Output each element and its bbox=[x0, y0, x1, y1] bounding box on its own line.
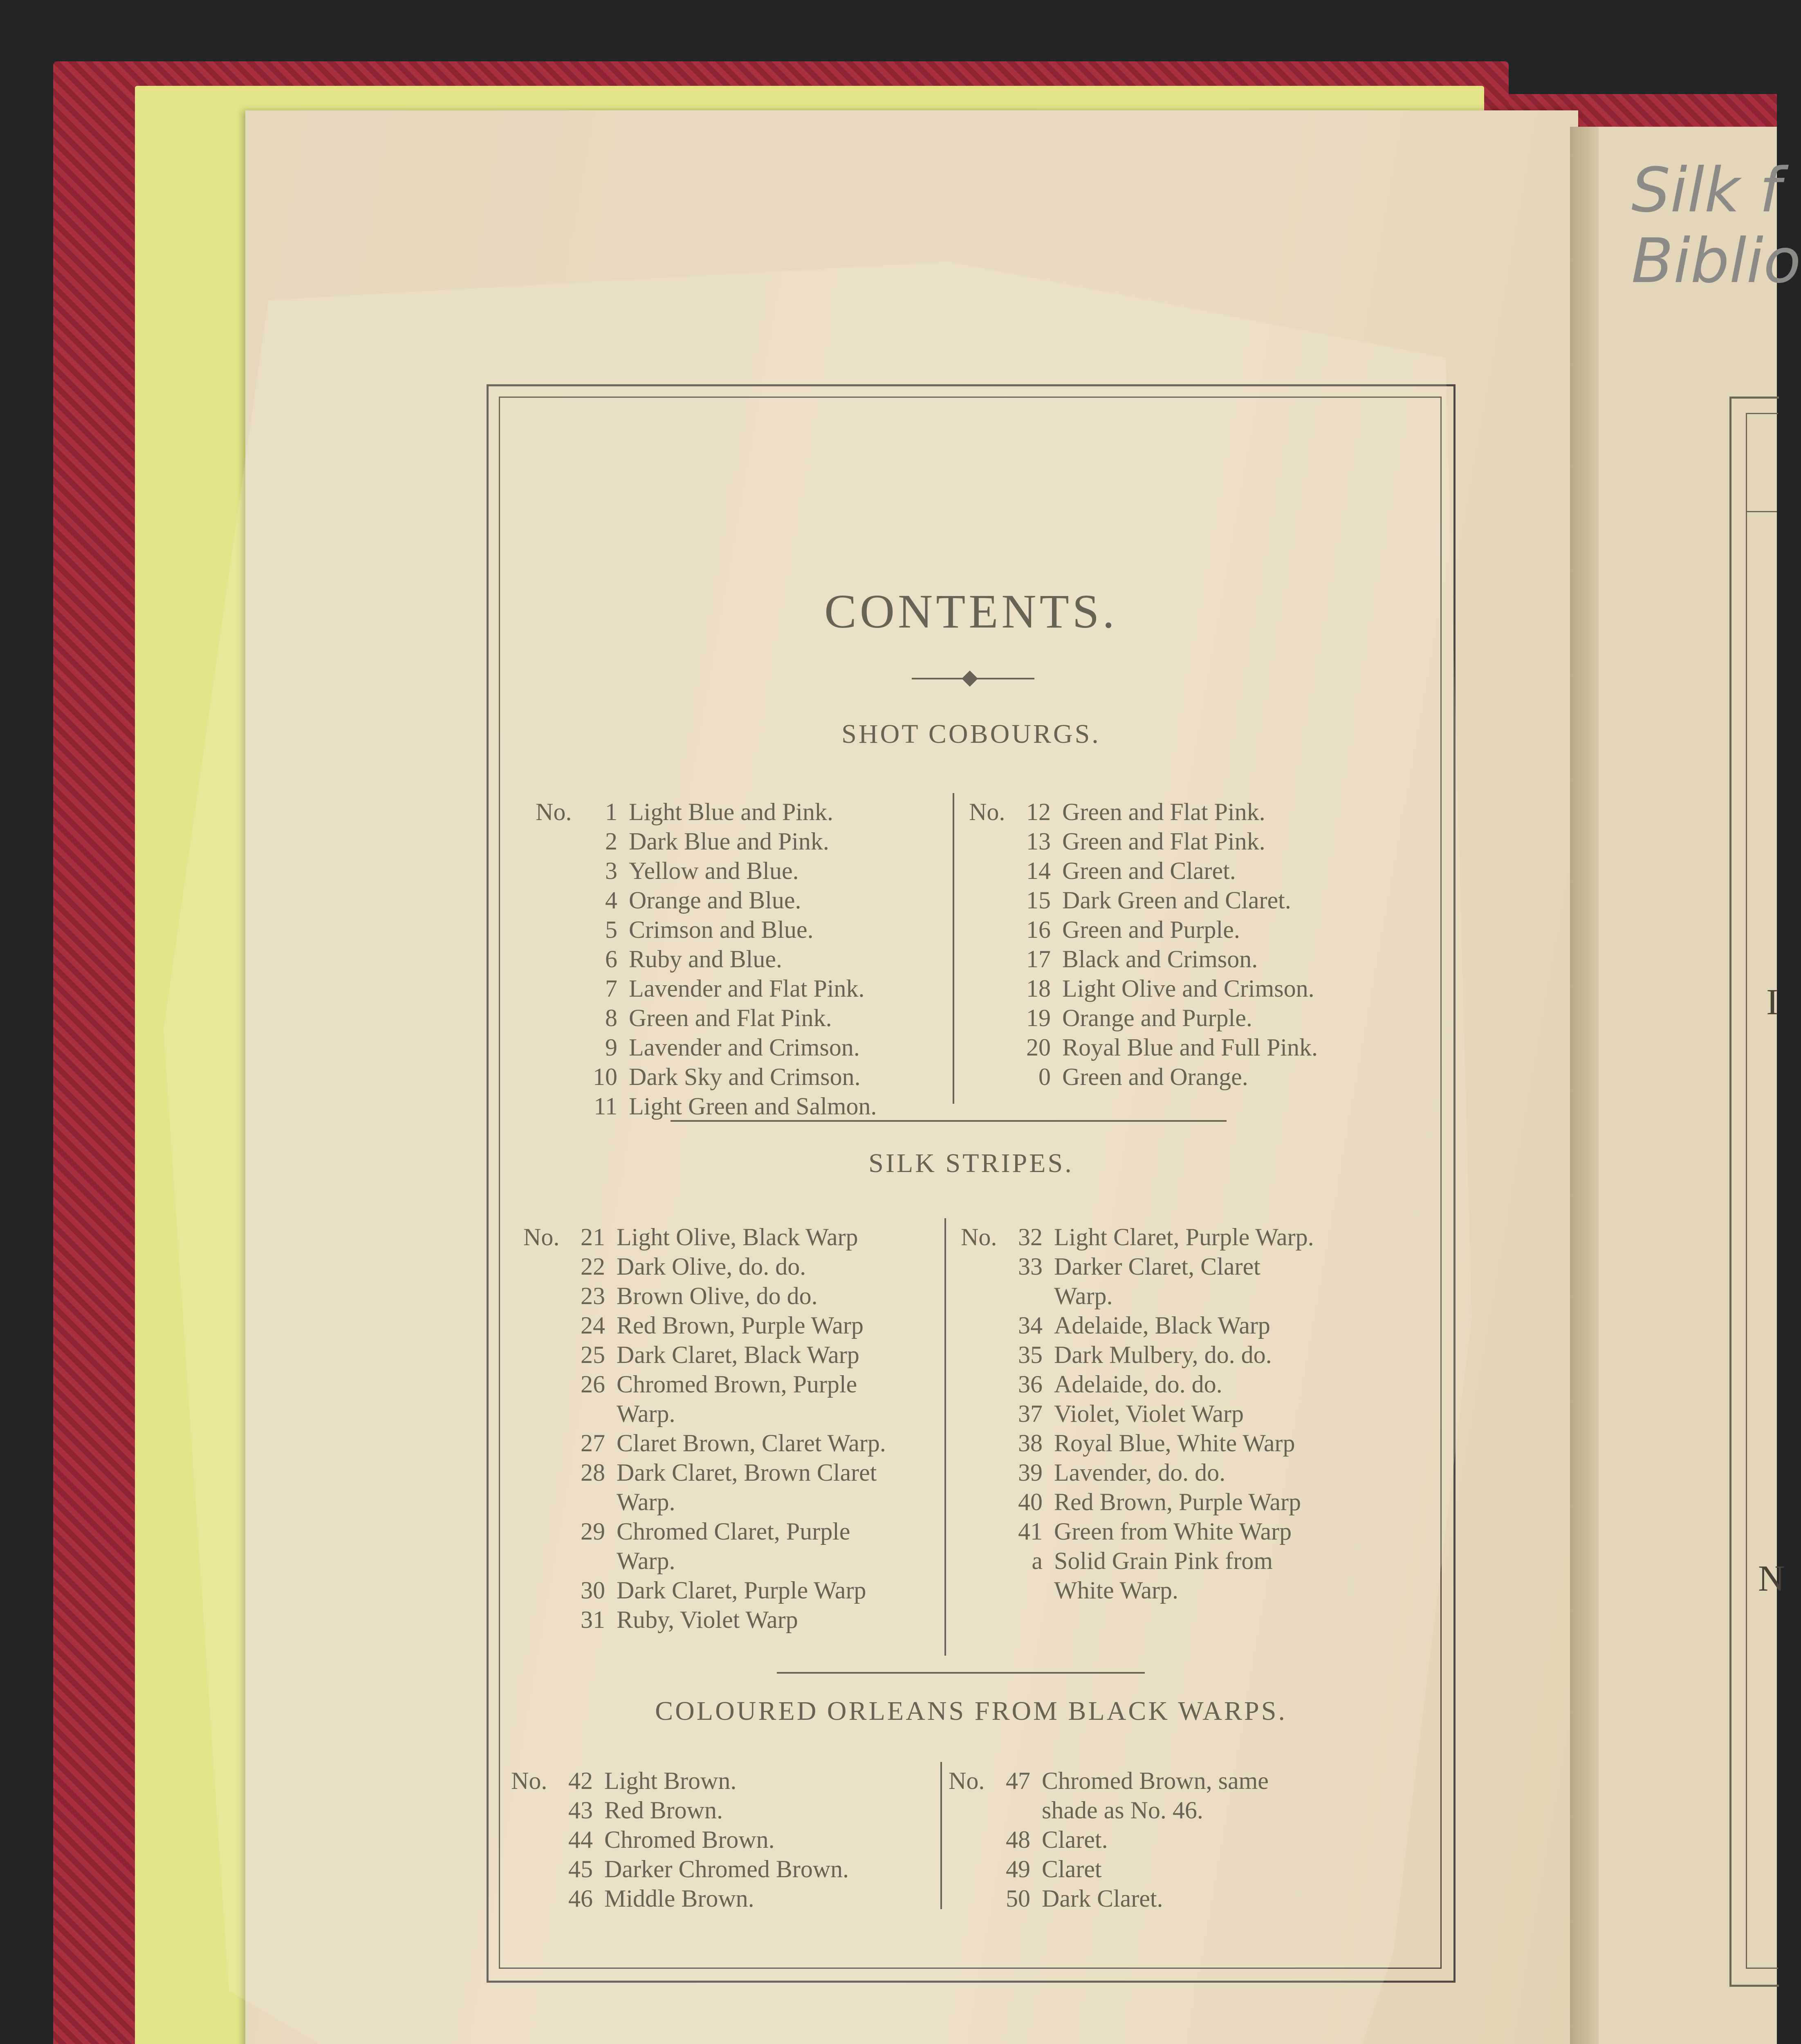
entry-number: 41 bbox=[1018, 1518, 1043, 1545]
contents-entry bbox=[949, 1766, 1269, 1795]
entry-number: 20 bbox=[1026, 1034, 1051, 1061]
entry-prefix bbox=[523, 1576, 572, 1605]
contents-entry bbox=[523, 1252, 886, 1281]
entry-label: Lavender and Crimson. bbox=[629, 1034, 860, 1061]
entry-label-continuation: Warp. bbox=[617, 1547, 675, 1574]
page-title: CONTENTS. bbox=[824, 585, 1118, 638]
contents-entry bbox=[511, 1884, 849, 1913]
entry-prefix bbox=[961, 1369, 1010, 1399]
contents-entry bbox=[536, 974, 877, 1003]
column-silk-stripes-right bbox=[961, 1222, 1314, 1605]
entry-label: Green and Claret. bbox=[1062, 857, 1236, 884]
contents-entry bbox=[969, 1003, 1318, 1033]
entry-prefix bbox=[969, 1003, 1018, 1033]
contents-entry bbox=[536, 944, 877, 974]
entry-label: Chromed Brown. bbox=[604, 1826, 775, 1853]
entry-number: 28 bbox=[581, 1459, 605, 1486]
entry-prefix bbox=[961, 1399, 1010, 1428]
entry-prefix bbox=[949, 1884, 998, 1913]
entry-label: Dark Claret, Black Warp bbox=[617, 1341, 859, 1368]
entry-prefix bbox=[961, 1517, 1010, 1546]
entry-label: Ruby, Violet Warp bbox=[617, 1606, 798, 1633]
entry-label: Light Claret, Purple Warp. bbox=[1054, 1224, 1314, 1251]
entry-label-continuation: shade as No. 46. bbox=[1042, 1797, 1203, 1824]
entry-label: Dark Blue and Pink. bbox=[629, 828, 829, 855]
entry-prefix bbox=[969, 856, 1018, 885]
entry-number: 16 bbox=[1026, 916, 1051, 943]
entry-label: Red Brown. bbox=[604, 1797, 723, 1824]
contents-entry bbox=[969, 885, 1318, 915]
column-divider bbox=[944, 1218, 946, 1656]
contents-entry bbox=[536, 1003, 877, 1033]
entry-label: Dark Olive, do. do. bbox=[617, 1253, 806, 1280]
entry-label: Adelaide, Black Warp bbox=[1054, 1312, 1270, 1339]
entry-label: Light Brown. bbox=[604, 1767, 737, 1794]
entry-label: Adelaide, do. do. bbox=[1054, 1371, 1222, 1398]
contents-entry bbox=[511, 1854, 849, 1884]
entry-label: Ruby and Blue. bbox=[629, 946, 782, 973]
entry-label: Green and Flat Pink. bbox=[1062, 798, 1265, 825]
entry-label: Green from White Warp bbox=[1054, 1518, 1292, 1545]
pencil-note-line: Silk f bbox=[1631, 155, 1781, 226]
contents-entry bbox=[961, 1252, 1314, 1281]
entry-prefix bbox=[536, 856, 585, 885]
entry-number: 31 bbox=[581, 1606, 605, 1633]
contents-entry bbox=[969, 915, 1318, 944]
entry-prefix bbox=[523, 1252, 572, 1281]
entry-prefix bbox=[961, 1546, 1010, 1576]
entry-prefix bbox=[969, 885, 1018, 915]
contents-entry bbox=[536, 1033, 877, 1062]
contents-entry bbox=[961, 1222, 1314, 1252]
section-rule bbox=[777, 1672, 1145, 1674]
entry-prefix bbox=[949, 1825, 998, 1854]
entry-label: Claret bbox=[1042, 1856, 1102, 1883]
entry-prefix bbox=[969, 1062, 1018, 1091]
contents-entry bbox=[536, 827, 877, 856]
entry-number: 0 bbox=[1038, 1063, 1051, 1090]
contents-entry bbox=[961, 1487, 1314, 1517]
contents-entry bbox=[523, 1458, 886, 1487]
entry-prefix bbox=[536, 1062, 585, 1091]
entry-number: 30 bbox=[581, 1577, 605, 1604]
entry-number: 42 bbox=[568, 1767, 593, 1794]
section-heading-silk-stripes: SILK STRIPES. bbox=[868, 1148, 1074, 1178]
entry-number: 27 bbox=[581, 1430, 605, 1457]
entry-label: Red Brown, Purple Warp bbox=[1054, 1488, 1301, 1515]
entry-number: 21 bbox=[581, 1224, 605, 1251]
page-gutter bbox=[1570, 127, 1599, 2044]
entry-prefix bbox=[523, 1311, 572, 1340]
entry-prefix bbox=[969, 944, 1018, 974]
column-silk-stripes-left bbox=[523, 1222, 886, 1634]
entry-number: 38 bbox=[1018, 1430, 1043, 1457]
pencil-note-line: Biblio bbox=[1631, 225, 1801, 297]
contents-entry bbox=[961, 1340, 1314, 1369]
contents-entry bbox=[961, 1369, 1314, 1399]
contents-entry bbox=[523, 1281, 886, 1311]
entry-number: 25 bbox=[581, 1341, 605, 1368]
entry-label: Chromed Brown, Purple bbox=[617, 1371, 857, 1398]
entry-number: 48 bbox=[1006, 1826, 1030, 1853]
entry-number: 10 bbox=[593, 1063, 617, 1090]
entry-label: Dark Green and Claret. bbox=[1062, 887, 1291, 914]
entry-label: Orange and Blue. bbox=[629, 887, 801, 914]
entry-prefix bbox=[536, 885, 585, 915]
title-ornament bbox=[912, 670, 1034, 687]
entry-label: Chromed Claret, Purple bbox=[617, 1518, 850, 1545]
facing-page-rule bbox=[1746, 511, 1777, 512]
entry-prefix bbox=[536, 1033, 585, 1062]
contents-entry bbox=[523, 1222, 886, 1252]
entry-label: Light Green and Salmon. bbox=[629, 1093, 877, 1120]
entry-label: Dark Claret, Purple Warp bbox=[617, 1577, 866, 1604]
entry-number: 24 bbox=[581, 1312, 605, 1339]
contents-entry bbox=[949, 1825, 1269, 1854]
entry-prefix: No. bbox=[511, 1767, 547, 1794]
entry-number: 15 bbox=[1026, 887, 1051, 914]
contents-entry bbox=[523, 1576, 886, 1605]
facing-page-mark: N bbox=[1758, 1558, 1785, 1599]
facing-page-mark: I bbox=[1766, 982, 1779, 1022]
contents-entry bbox=[523, 1517, 886, 1546]
entry-label: Green and Flat Pink. bbox=[1062, 828, 1265, 855]
entry-prefix bbox=[536, 1091, 585, 1121]
entry-prefix bbox=[511, 1825, 560, 1854]
entry-number: 5 bbox=[605, 916, 617, 943]
column-shot-cobourgs-left bbox=[536, 797, 877, 1121]
entry-number: 13 bbox=[1026, 828, 1051, 855]
entry-label: Red Brown, Purple Warp bbox=[617, 1312, 863, 1339]
entry-label: Royal Blue and Full Pink. bbox=[1062, 1034, 1318, 1061]
contents-entry bbox=[969, 856, 1318, 885]
entry-prefix bbox=[523, 1517, 572, 1546]
contents-entry bbox=[961, 1311, 1314, 1340]
entry-number: 23 bbox=[581, 1282, 605, 1309]
entry-number: 45 bbox=[568, 1856, 593, 1883]
contents-entry bbox=[523, 1311, 886, 1340]
entry-label-continuation: Warp. bbox=[617, 1488, 675, 1515]
entry-label: Dark Sky and Crimson. bbox=[629, 1063, 861, 1090]
entry-prefix bbox=[961, 1487, 1010, 1517]
contents-entry bbox=[536, 856, 877, 885]
entry-label: Yellow and Blue. bbox=[629, 857, 799, 884]
entry-number: 39 bbox=[1018, 1459, 1043, 1486]
column-coloured-orleans-left bbox=[511, 1766, 849, 1913]
entry-number: 36 bbox=[1018, 1371, 1043, 1398]
entry-number: 43 bbox=[568, 1797, 593, 1824]
entry-number: 35 bbox=[1018, 1341, 1043, 1368]
entry-prefix bbox=[536, 974, 585, 1003]
entry-label: Lavender and Flat Pink. bbox=[629, 975, 865, 1002]
entry-number: 14 bbox=[1026, 857, 1051, 884]
entry-number: 8 bbox=[605, 1004, 617, 1031]
entry-number: a bbox=[1032, 1547, 1043, 1574]
entry-prefix bbox=[536, 827, 585, 856]
entry-number: 34 bbox=[1018, 1312, 1043, 1339]
entry-number: 9 bbox=[605, 1034, 617, 1061]
entry-label: Darker Chromed Brown. bbox=[604, 1856, 849, 1883]
entry-number: 32 bbox=[1018, 1224, 1043, 1251]
entry-number: 33 bbox=[1018, 1253, 1043, 1280]
entry-label: Solid Grain Pink from bbox=[1054, 1547, 1273, 1574]
entry-prefix bbox=[523, 1281, 572, 1311]
entry-prefix: No. bbox=[949, 1767, 985, 1794]
column-divider bbox=[953, 793, 954, 1104]
entry-prefix bbox=[523, 1369, 572, 1399]
contents-entry bbox=[523, 1369, 886, 1399]
entry-number: 1 bbox=[605, 798, 617, 825]
contents-entry bbox=[511, 1766, 849, 1795]
entry-prefix bbox=[961, 1458, 1010, 1487]
entry-label: Orange and Purple. bbox=[1062, 1004, 1252, 1031]
contents-entry bbox=[949, 1884, 1269, 1913]
entry-number: 47 bbox=[1006, 1767, 1030, 1794]
contents-table bbox=[487, 384, 1456, 1983]
entry-number: 22 bbox=[581, 1253, 605, 1280]
contents-entry bbox=[536, 915, 877, 944]
entry-prefix: No. bbox=[536, 798, 572, 825]
contents-entry bbox=[523, 1428, 886, 1458]
entry-prefix bbox=[961, 1428, 1010, 1458]
entry-label-continuation: Warp. bbox=[617, 1400, 675, 1427]
entry-label: Dark Claret. bbox=[1042, 1885, 1163, 1912]
entry-label: Green and Purple. bbox=[1062, 916, 1240, 943]
contents-entry bbox=[961, 1428, 1314, 1458]
contents-entry bbox=[536, 797, 877, 827]
entry-number: 7 bbox=[605, 975, 617, 1002]
entry-prefix bbox=[961, 1340, 1010, 1369]
contents-entry bbox=[969, 944, 1318, 974]
column-coloured-orleans-right bbox=[949, 1766, 1269, 1913]
entry-label: Crimson and Blue. bbox=[629, 916, 814, 943]
entry-number: 12 bbox=[1026, 798, 1051, 825]
entry-label: Chromed Brown, same bbox=[1042, 1767, 1269, 1794]
entry-prefix: No. bbox=[961, 1224, 997, 1251]
entry-prefix bbox=[961, 1252, 1010, 1281]
contents-entry bbox=[969, 1062, 1318, 1091]
entry-number: 49 bbox=[1006, 1856, 1030, 1883]
section-heading-coloured-orleans: COLOURED ORLEANS FROM BLACK WARPS. bbox=[655, 1696, 1287, 1726]
entry-prefix bbox=[536, 915, 585, 944]
entry-label: Black and Crimson. bbox=[1062, 946, 1258, 973]
entry-label: Claret. bbox=[1042, 1826, 1108, 1853]
contents-entry bbox=[511, 1825, 849, 1854]
entry-label: Violet, Violet Warp bbox=[1054, 1400, 1244, 1427]
entry-number: 26 bbox=[581, 1371, 605, 1398]
entry-number: 17 bbox=[1026, 946, 1051, 973]
entry-number: 18 bbox=[1026, 975, 1051, 1002]
entry-prefix bbox=[511, 1884, 560, 1913]
entry-prefix bbox=[523, 1340, 572, 1369]
contents-entry bbox=[969, 974, 1318, 1003]
contents-entry bbox=[961, 1546, 1314, 1576]
entry-prefix bbox=[969, 974, 1018, 1003]
entry-number: 19 bbox=[1026, 1004, 1051, 1031]
entry-number: 37 bbox=[1018, 1400, 1043, 1427]
column-shot-cobourgs-right bbox=[969, 797, 1318, 1091]
entry-label: Dark Claret, Brown Claret bbox=[617, 1459, 877, 1486]
entry-number: 44 bbox=[568, 1826, 593, 1853]
entry-number: 3 bbox=[605, 857, 617, 884]
entry-prefix bbox=[536, 1003, 585, 1033]
entry-label: Claret Brown, Claret Warp. bbox=[617, 1430, 886, 1457]
entry-prefix bbox=[969, 827, 1018, 856]
entry-prefix bbox=[969, 1033, 1018, 1062]
entry-number: 6 bbox=[605, 946, 617, 973]
contents-entry bbox=[969, 827, 1318, 856]
entry-label: Middle Brown. bbox=[604, 1885, 754, 1912]
entry-label: Green and Orange. bbox=[1062, 1063, 1248, 1090]
entry-prefix bbox=[511, 1795, 560, 1825]
contents-entry bbox=[969, 1033, 1318, 1062]
entry-label-continuation: White Warp. bbox=[1054, 1577, 1178, 1604]
entry-number: 46 bbox=[568, 1885, 593, 1912]
contents-entry bbox=[536, 1091, 877, 1121]
contents-entry bbox=[536, 885, 877, 915]
section-rule bbox=[671, 1120, 1227, 1122]
entry-number: 11 bbox=[594, 1093, 617, 1120]
entry-prefix bbox=[523, 1428, 572, 1458]
contents-entry bbox=[949, 1854, 1269, 1884]
entry-prefix bbox=[969, 915, 1018, 944]
entry-number: 2 bbox=[605, 828, 617, 855]
entry-prefix bbox=[961, 1311, 1010, 1340]
entry-prefix: No. bbox=[969, 798, 1005, 825]
entry-label: Dark Mulbery, do. do. bbox=[1054, 1341, 1272, 1368]
pencil-note bbox=[1631, 155, 1801, 296]
entry-number: 40 bbox=[1018, 1488, 1043, 1515]
contents-entry bbox=[511, 1795, 849, 1825]
entry-label: Darker Claret, Claret bbox=[1054, 1253, 1260, 1280]
entry-prefix: No. bbox=[523, 1224, 560, 1251]
contents-entry bbox=[961, 1458, 1314, 1487]
contents-entry bbox=[536, 1062, 877, 1091]
entry-prefix bbox=[523, 1458, 572, 1487]
entry-prefix bbox=[523, 1605, 572, 1634]
entry-prefix bbox=[949, 1854, 998, 1884]
entry-number: 29 bbox=[581, 1518, 605, 1545]
entry-label: Light Olive, Black Warp bbox=[617, 1224, 858, 1251]
contents-entry bbox=[523, 1340, 886, 1369]
entry-number: 50 bbox=[1006, 1885, 1030, 1912]
entry-label: Brown Olive, do do. bbox=[617, 1282, 818, 1309]
contents-entry bbox=[969, 797, 1318, 827]
entry-number: 4 bbox=[605, 887, 617, 914]
column-divider bbox=[940, 1762, 942, 1909]
entry-label: Royal Blue, White Warp bbox=[1054, 1430, 1295, 1457]
entry-label: Light Olive and Crimson. bbox=[1062, 975, 1314, 1002]
contents-entry bbox=[961, 1517, 1314, 1546]
section-heading-shot-cobourgs: SHOT COBOURGS. bbox=[841, 719, 1101, 749]
entry-prefix bbox=[511, 1854, 560, 1884]
facing-page-inner-frame bbox=[1746, 413, 1778, 1969]
entry-label: Light Blue and Pink. bbox=[629, 798, 833, 825]
entry-label-continuation: Warp. bbox=[1054, 1282, 1113, 1309]
contents-entry bbox=[961, 1399, 1314, 1428]
entry-label: Lavender, do. do. bbox=[1054, 1459, 1226, 1486]
entry-prefix bbox=[536, 944, 585, 974]
entry-label: Green and Flat Pink. bbox=[629, 1004, 832, 1031]
contents-entry bbox=[523, 1605, 886, 1634]
